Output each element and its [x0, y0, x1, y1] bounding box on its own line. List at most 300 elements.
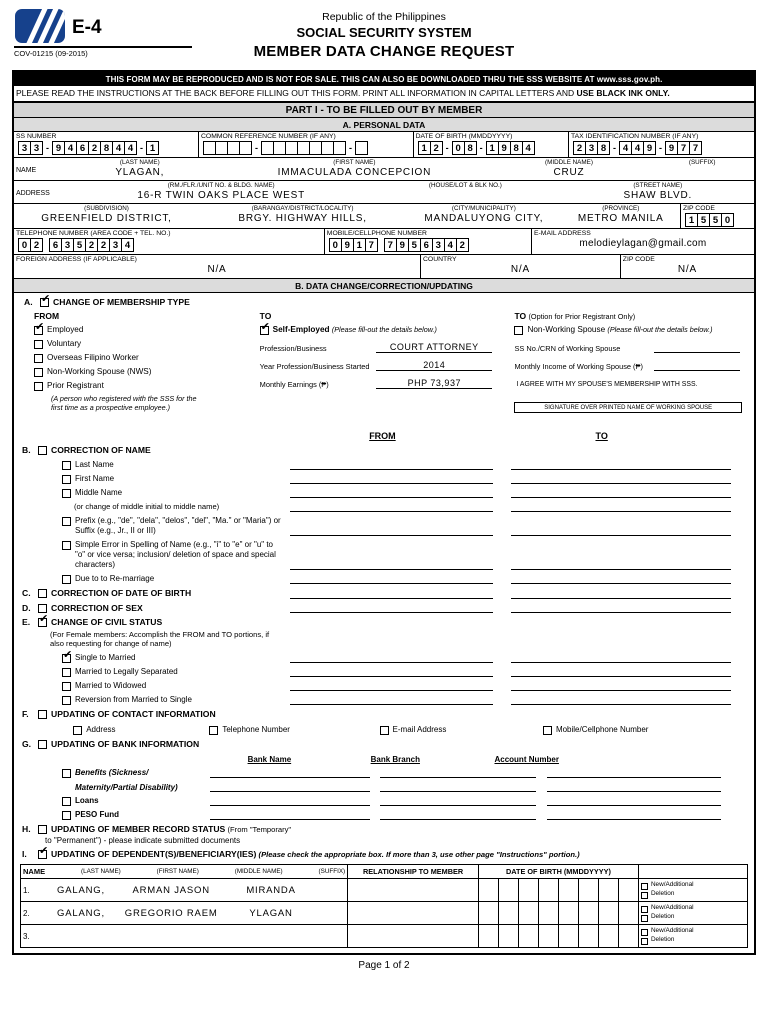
checkbox-middle-name[interactable]: [62, 489, 71, 498]
mobile-field: [325, 229, 532, 254]
doc-code: COV-01215 (09-2015): [14, 49, 88, 58]
option-label: Married to Legally Separated: [75, 666, 178, 676]
checkbox-ofw[interactable]: [34, 354, 43, 363]
spouse-income-label: Monthly Income of Working Spouse (₱): [514, 361, 643, 371]
bank-name-line[interactable]: [210, 768, 369, 778]
from-to-headers: [14, 431, 754, 441]
suffix-value[interactable]: [652, 167, 752, 179]
membership-option: [34, 381, 246, 391]
dependent-row-1: [21, 879, 748, 902]
checkbox-first-name[interactable]: [62, 475, 71, 484]
telephone-boxes[interactable]: 0 2 6 3 5 2 2 3 4: [16, 238, 322, 252]
membership-option: [34, 321, 246, 335]
mobile-label: MOBILE/CELLPHONE NUMBER: [326, 230, 427, 238]
suffix-label: (SUFFIX): [688, 159, 716, 167]
from-line[interactable]: [290, 526, 493, 536]
option-label: Middle Name: [75, 487, 123, 497]
section-b-banner: B. DATA CHANGE/CORRECTION/UPDATING: [14, 279, 754, 293]
subdivision-label: (SUBDIVISION): [84, 205, 129, 213]
bank-branch-line[interactable]: [380, 782, 536, 792]
personal-row-contact: [14, 229, 754, 255]
checkbox-correction-of-sex[interactable]: [38, 604, 47, 613]
from-header: FROM: [369, 431, 396, 442]
membership-option: [260, 321, 501, 335]
form-code: E-4: [72, 17, 102, 38]
form-body: [12, 70, 756, 955]
street-value[interactable]: SHAW BLVD.: [623, 190, 693, 202]
checkbox-correction-of-dob[interactable]: [38, 589, 47, 598]
middle-name-field: [488, 158, 651, 180]
checkbox-telephone[interactable]: [209, 726, 218, 735]
section-letter: F.: [22, 708, 29, 719]
spouse-ss-line[interactable]: [654, 342, 740, 353]
country-label: COUNTRY: [423, 256, 457, 264]
option-label: PESO Fund: [75, 810, 119, 820]
first-name-value[interactable]: IMMACULADA CONCEPCION: [277, 167, 432, 179]
account-number-line[interactable]: [547, 796, 721, 806]
checkbox-nws[interactable]: [34, 368, 43, 377]
option-label: New/Additional: [650, 881, 694, 889]
subdivision-value[interactable]: GREENFIELD DISTRICT,: [41, 213, 172, 225]
spouse-income-row: [514, 360, 740, 371]
house-value[interactable]: [371, 190, 559, 202]
foreign-zip-value[interactable]: N/A: [677, 264, 697, 276]
section-title: CORRECTION OF NAME: [51, 445, 151, 456]
checkmark: ✔: [260, 321, 270, 334]
relationship-cell[interactable]: [348, 925, 479, 948]
building-value[interactable]: 16-R TWIN OAKS PLACE WEST: [137, 190, 305, 202]
province-value[interactable]: METRO MANILA: [577, 213, 664, 225]
year-started-row: [260, 360, 493, 371]
checkmark: ✔: [41, 293, 51, 306]
account-number-line[interactable]: [547, 768, 721, 778]
option-label: Telephone Number: [222, 724, 290, 734]
bank-name-line[interactable]: [210, 796, 369, 806]
bank-branch-line[interactable]: [380, 810, 536, 820]
form-header: [12, 8, 756, 70]
row-married-to-separated: [14, 667, 754, 677]
to-line[interactable]: [511, 667, 732, 677]
section-title: CORRECTION OF SEX: [51, 602, 143, 613]
section-letter: B.: [22, 445, 31, 456]
checkbox-change-membership[interactable]: [40, 293, 51, 307]
tin-boxes[interactable]: 2 3 8 - 4 4 9 - 9 7 7: [571, 141, 752, 155]
bank-name-line[interactable]: [210, 782, 369, 792]
barangay-value[interactable]: BRGY. HIGHWAY HILLS,: [238, 213, 367, 225]
house-field: [369, 181, 561, 203]
dependent-row-2: [21, 902, 748, 925]
option-label: Deletion: [650, 936, 675, 944]
barangay-field: [199, 204, 406, 228]
section-title: CHANGE OF MEMBERSHIP TYPE: [53, 297, 190, 308]
membership-option: [514, 325, 748, 335]
from-line[interactable]: [290, 574, 493, 584]
from-line[interactable]: [290, 681, 493, 691]
checkbox-updating-dependents[interactable]: [38, 845, 49, 859]
spouse-agreement-text: I AGREE WITH MY SPOUSE'S MEMBERSHIP WITH SSS.: [516, 381, 698, 389]
dependent-dob-boxes[interactable]: [479, 879, 638, 901]
to-column-header: TO: [259, 311, 272, 322]
ss-number-field: [14, 132, 199, 157]
to2-column-note: (Option for Prior Registrant Only): [528, 312, 636, 322]
section-updating-dependents: [14, 845, 754, 860]
to-line[interactable]: [511, 603, 732, 613]
bank-branch-header: Bank Branch: [370, 755, 420, 765]
row-number: 2.: [23, 908, 30, 918]
checkbox-spelling-error[interactable]: [62, 541, 71, 550]
membership-option: [34, 367, 246, 377]
crn-field: [199, 132, 414, 157]
personal-row-address2: [14, 204, 754, 229]
from-line[interactable]: [290, 488, 493, 498]
checkbox-remarriage[interactable]: [62, 575, 71, 584]
checkbox-mobile[interactable]: [543, 726, 552, 735]
from-line[interactable]: [290, 653, 493, 663]
membership-to-column: [246, 309, 501, 421]
row-last-name: [14, 460, 754, 470]
option-label: Prior Registrant: [47, 381, 104, 391]
page-number: Page 1 of 2: [358, 960, 410, 972]
section-change-civil-status: [14, 613, 754, 628]
account-number-header: Account Number: [494, 755, 559, 765]
from-line[interactable]: [290, 667, 493, 677]
to-line[interactable]: [511, 653, 732, 663]
section-title: UPDATING OF CONTACT INFORMATION: [51, 708, 216, 719]
option-label: Deletion: [650, 890, 675, 898]
option-label: Mobile/Cellphone Number: [555, 724, 649, 734]
section-title: UPDATING OF BANK INFORMATION: [51, 738, 200, 749]
bank-branch-line[interactable]: [380, 796, 536, 806]
dependent-name[interactable]: [23, 903, 345, 924]
email-value[interactable]: melodieylagan@gmail.com: [579, 238, 707, 250]
contact-option: [543, 725, 754, 735]
dependent-dob-boxes[interactable]: [479, 925, 638, 947]
checkbox-updating-contact-info[interactable]: [38, 710, 47, 719]
section-updating-record-status: [14, 824, 754, 835]
profession-value[interactable]: COURT ATTORNEY: [376, 342, 492, 353]
option-label: Due to to Re-marriage: [75, 573, 155, 583]
section-letter: I.: [22, 849, 27, 860]
first-name-subheader: (FIRST NAME): [156, 868, 199, 876]
tin-field: [569, 132, 754, 157]
membership-option: [34, 353, 246, 363]
option-label: Reversion from Married to Single: [75, 694, 192, 704]
option-note: (Please fill-out the details below.): [331, 325, 437, 335]
page-title: MEMBER DATA CHANGE REQUEST: [253, 42, 515, 60]
zip-field: [680, 204, 754, 228]
section-letter: E.: [22, 617, 31, 628]
form-title-block: [12, 11, 756, 61]
section-correction-of-name: [14, 445, 754, 456]
row-reversion-to-single: [14, 695, 754, 705]
dependent-name[interactable]: [23, 926, 345, 947]
section-letter: H.: [22, 824, 31, 835]
from-line[interactable]: [290, 560, 493, 570]
checkbox-deletion[interactable]: [641, 938, 648, 945]
house-label: (HOUSE/LOT & BLK NO.): [428, 182, 502, 190]
foreign-address-value[interactable]: N/A: [207, 264, 227, 276]
instructions-text: PLEASE READ THE INSTRUCTIONS AT THE BACK BEFORE FILLING OUT THIS FORM. PRINT ALL INFORMATION IN CAPITAL LETTERS AND: [16, 88, 577, 98]
middle-name-label: (MIDDLE NAME): [545, 159, 593, 167]
checkbox-correction-of-name[interactable]: [38, 446, 47, 455]
to-line[interactable]: [511, 526, 732, 536]
contact-option: [209, 725, 379, 735]
dependents-table: [20, 864, 748, 948]
from-line[interactable]: [290, 502, 493, 512]
instructions: [14, 86, 754, 103]
checkbox-updating-bank-info[interactable]: [38, 740, 47, 749]
dependent-name[interactable]: [23, 880, 345, 901]
monthly-earnings-value[interactable]: PHP 73,937: [376, 378, 492, 389]
flags-header: [638, 865, 747, 879]
row-benefits-2: [14, 782, 754, 792]
monthly-earnings-label: Monthly Earnings (₱): [259, 379, 329, 389]
building-label: (RM./FLR./UNIT NO. & BLDG. NAME): [167, 182, 275, 190]
telephone-field: [14, 229, 325, 254]
option-label: New/Additional: [650, 904, 694, 912]
option-label: Overseas Filipino Worker: [47, 353, 139, 363]
ss-number-label: SS NUMBER: [16, 133, 57, 141]
to-line[interactable]: [511, 589, 732, 599]
section-title: UPDATING OF DEPENDENT(S)/BENEFICIARY(IES): [51, 849, 257, 860]
address-label: ADDRESS: [16, 190, 50, 198]
contact-option: [73, 725, 209, 735]
account-number-line[interactable]: [547, 782, 721, 792]
checkbox-benefits[interactable]: [62, 769, 71, 778]
section-letter: D.: [22, 602, 31, 613]
spouse-income-line[interactable]: [654, 360, 740, 371]
profession-label: Profession/Business: [259, 343, 327, 353]
section-updating-bank-info: [14, 739, 754, 750]
dob-boxes[interactable]: 1 2 - 0 8 - 1 9 8 4: [416, 141, 566, 155]
account-number-line[interactable]: [547, 810, 721, 820]
republic-line: Republic of the Philippines: [322, 11, 446, 23]
name-header: [23, 867, 345, 876]
option-label: Loans: [75, 796, 99, 806]
new-additional-option: [641, 927, 745, 936]
name-label: NAME: [16, 167, 37, 175]
email-label: E-MAIL ADDRESS: [533, 230, 591, 238]
street-field: [562, 181, 754, 203]
from-line[interactable]: [290, 695, 493, 705]
contact-option: [380, 725, 543, 735]
country-field: [421, 255, 621, 278]
checkbox-change-civil-status[interactable]: [38, 613, 49, 627]
checkbox-self-employed[interactable]: [260, 321, 270, 335]
personal-row-foreign: [14, 255, 754, 279]
to-line[interactable]: [511, 502, 732, 512]
personal-row-name: [14, 158, 754, 181]
checkbox-address[interactable]: [73, 726, 82, 735]
bank-name-line[interactable]: [210, 810, 369, 820]
from-line[interactable]: [290, 603, 493, 613]
checkbox-single-to-married[interactable]: [62, 648, 73, 663]
first-name-field: [221, 158, 487, 180]
row-first-name: [14, 474, 754, 484]
to2-column-header: TO (Option for Prior Registrant Only): [514, 311, 636, 322]
checkmark: ✔: [39, 613, 49, 626]
checkmark: ✔: [63, 648, 73, 661]
civil-status-note-row: [14, 630, 754, 649]
dob-label: DATE OF BIRTH (MMDDYYYY): [415, 133, 513, 141]
section-title: UPDATING OF MEMBER RECORD STATUS: [51, 824, 226, 835]
deletion-option: [641, 936, 745, 945]
contact-info-options: [14, 725, 754, 735]
row-loans: [14, 796, 754, 806]
from-line[interactable]: [290, 474, 493, 484]
section-title: CHANGE OF CIVIL STATUS: [51, 617, 163, 628]
row-remarriage: [14, 574, 754, 584]
option-label: Deletion: [650, 913, 675, 921]
membership-to2-column: [500, 309, 748, 421]
suffix-field: [650, 158, 754, 180]
crn-boxes[interactable]: - -: [201, 141, 411, 155]
checkbox-reversion-to-single[interactable]: [62, 696, 71, 705]
to-line[interactable]: [511, 695, 732, 705]
record-status-note2: to "Permanent") - please indicate submitted documents: [45, 836, 241, 846]
checkmark: ✔: [39, 845, 49, 858]
checkbox-prefix-suffix[interactable]: [62, 517, 71, 526]
section-letter: C.: [22, 587, 31, 598]
city-label: (CITY/MUNICIPALITY): [451, 205, 516, 213]
new-additional-option: [641, 881, 745, 890]
civil-status-note: (For Female members: Accomplish the FROM and TO portions, if also requesting for change of name): [50, 629, 270, 649]
row-prefix-suffix: [14, 516, 754, 536]
last-name-field: [58, 158, 221, 180]
last-name-label: (LAST NAME): [119, 159, 160, 167]
checkbox-deletion[interactable]: [641, 915, 648, 922]
dependent-middle-name: MIRANDA: [246, 884, 296, 896]
checkbox-voluntary[interactable]: [34, 340, 43, 349]
from-line[interactable]: [290, 589, 493, 599]
checkbox-married-to-widowed[interactable]: [62, 682, 71, 691]
checkbox-email[interactable]: [380, 726, 389, 735]
row-single-to-married: [14, 648, 754, 663]
row-number: 3.: [23, 931, 30, 941]
option-label: E-mail Address: [392, 724, 447, 734]
province-label: (PROVINCE): [602, 205, 640, 213]
option-label: Self-Employed: [272, 325, 330, 335]
row-number: 1.: [23, 885, 30, 895]
from-column-header: FROM: [34, 311, 60, 322]
checkbox-new-additional[interactable]: [641, 929, 648, 936]
to-line[interactable]: [511, 460, 732, 470]
to-line[interactable]: [511, 574, 732, 584]
checkbox-last-name[interactable]: [62, 461, 71, 470]
checkbox-peso-fund[interactable]: [62, 811, 71, 820]
dob-field: [414, 132, 569, 157]
bank-branch-line[interactable]: [380, 768, 536, 778]
checkbox-updating-record-status[interactable]: [38, 825, 47, 834]
dependent-first-name: GREGORIO RAEM: [124, 907, 218, 919]
row-spelling-error: [14, 540, 754, 570]
dependent-row-3: [21, 925, 748, 948]
relationship-cell[interactable]: [348, 902, 479, 925]
middle-name-subheader: (MIDDLE NAME): [234, 868, 283, 876]
relationship-cell[interactable]: [348, 879, 479, 902]
year-started-value[interactable]: 2014: [376, 360, 492, 371]
section-updating-contact-info: [14, 709, 754, 720]
agency-line: SOCIAL SECURITY SYSTEM: [296, 24, 472, 40]
option-label: Benefits (Sickness/: [75, 768, 149, 778]
checkbox-employed[interactable]: [34, 321, 45, 335]
membership-option: [34, 339, 246, 349]
suffix-subheader: (SUFFIX): [318, 868, 346, 876]
to-line[interactable]: [511, 681, 732, 691]
checkbox-new-additional[interactable]: [641, 906, 648, 913]
dependent-first-name: ARMAN JASON: [132, 884, 210, 896]
street-label: (STREET NAME): [633, 182, 683, 190]
option-label: Non-Working Spouse (NWS): [47, 367, 152, 377]
option-label: Simple Error in Spelling of Name (e.g., "i" to "e" or "u" to "o" or vice versa; inclusion/ deletion of space and special characters): [75, 539, 276, 569]
option-label: Last Name: [75, 459, 114, 469]
mobile-boxes[interactable]: 0 9 1 7 7 9 5 6 3 4 2: [327, 238, 529, 252]
checkbox-married-to-separated[interactable]: [62, 668, 71, 677]
personal-row-address1: [14, 181, 754, 204]
notice-bar: THIS FORM MAY BE REPRODUCED AND IS NOT FOR SALE. THIS CAN ALSO BE DOWNLOADED THRU THE SSS WEBSITE AT www.sss.gov.ph.: [14, 72, 754, 86]
dependents-note: (Please check the appropriate box. If more than 3, use other page "Instructions" portion.): [258, 850, 580, 860]
option-label: Married to Widowed: [75, 680, 147, 690]
row-married-to-widowed: [14, 681, 754, 691]
zip-label: ZIP CODE: [682, 205, 715, 213]
to-line[interactable]: [511, 474, 732, 484]
checkbox-nonworking-spouse[interactable]: [514, 326, 523, 335]
option-label: Maternity/Partial Disability): [75, 782, 178, 792]
to-line[interactable]: [511, 488, 732, 498]
ss-number-boxes[interactable]: 3 3 - 9 4 6 2 8 4 4 - 1: [16, 141, 196, 155]
to-line[interactable]: [511, 560, 732, 570]
spouse-signature-caption[interactable]: SIGNATURE OVER PRINTED NAME OF WORKING SPOUSE: [514, 402, 742, 413]
record-status-note1: (From "Temporary": [227, 825, 292, 835]
section-a-banner: A. PERSONAL DATA: [14, 118, 754, 132]
foreign-address-label: FOREIGN ADDRESS (IF APPLICABLE): [16, 256, 137, 264]
checkbox-prior-registrant[interactable]: [34, 382, 43, 391]
barangay-label: (BARANGAY/DISTRICT/LOCALITY): [251, 205, 354, 213]
option-label: Single to Married: [75, 652, 136, 662]
dependent-dob-boxes[interactable]: [479, 902, 638, 924]
last-name-value[interactable]: YLAGAN,: [115, 167, 165, 179]
city-value[interactable]: MANDALUYONG CITY,: [424, 213, 544, 225]
middle-name-value[interactable]: CRUZ: [553, 167, 585, 179]
checkbox-deletion[interactable]: [641, 892, 648, 899]
option-label: Prefix (e.g., "de", "dela", "delos", "del", "Ma." or "Maria") or Suffix (e.g., Jr., II or III): [75, 515, 281, 535]
part1-banner: PART I - TO BE FILLED OUT BY MEMBER: [14, 103, 754, 118]
row-benefits: [14, 768, 754, 778]
monthly-earnings-row: [260, 378, 493, 389]
name-header-label: NAME: [23, 867, 46, 877]
checkbox-new-additional[interactable]: [641, 883, 648, 890]
row-middle-name-note: [14, 502, 754, 512]
checkbox-loans[interactable]: [62, 797, 71, 806]
relationship-header: RELATIONSHIP TO MEMBER: [348, 865, 479, 879]
country-value[interactable]: N/A: [510, 264, 530, 276]
spouse-ss-label: SS No./CRN of Working Spouse: [514, 343, 621, 353]
first-name-label: (FIRST NAME): [333, 159, 376, 167]
membership-from-column: [20, 309, 246, 421]
dependent-middle-name: YLAGAN: [249, 907, 293, 919]
option-label: Voluntary: [47, 339, 82, 349]
from-line[interactable]: [290, 460, 493, 470]
membership-type-columns: [14, 307, 754, 421]
section-correction-of-sex: [14, 603, 754, 614]
province-field: [562, 204, 680, 228]
zip-boxes[interactable]: 1 5 5 0: [683, 213, 752, 227]
section-letter: A.: [24, 297, 33, 308]
section-letter: G.: [22, 738, 32, 749]
foreign-zip-field: [621, 255, 754, 278]
foreign-address-field: [14, 255, 421, 278]
bank-column-headers: [14, 755, 754, 764]
